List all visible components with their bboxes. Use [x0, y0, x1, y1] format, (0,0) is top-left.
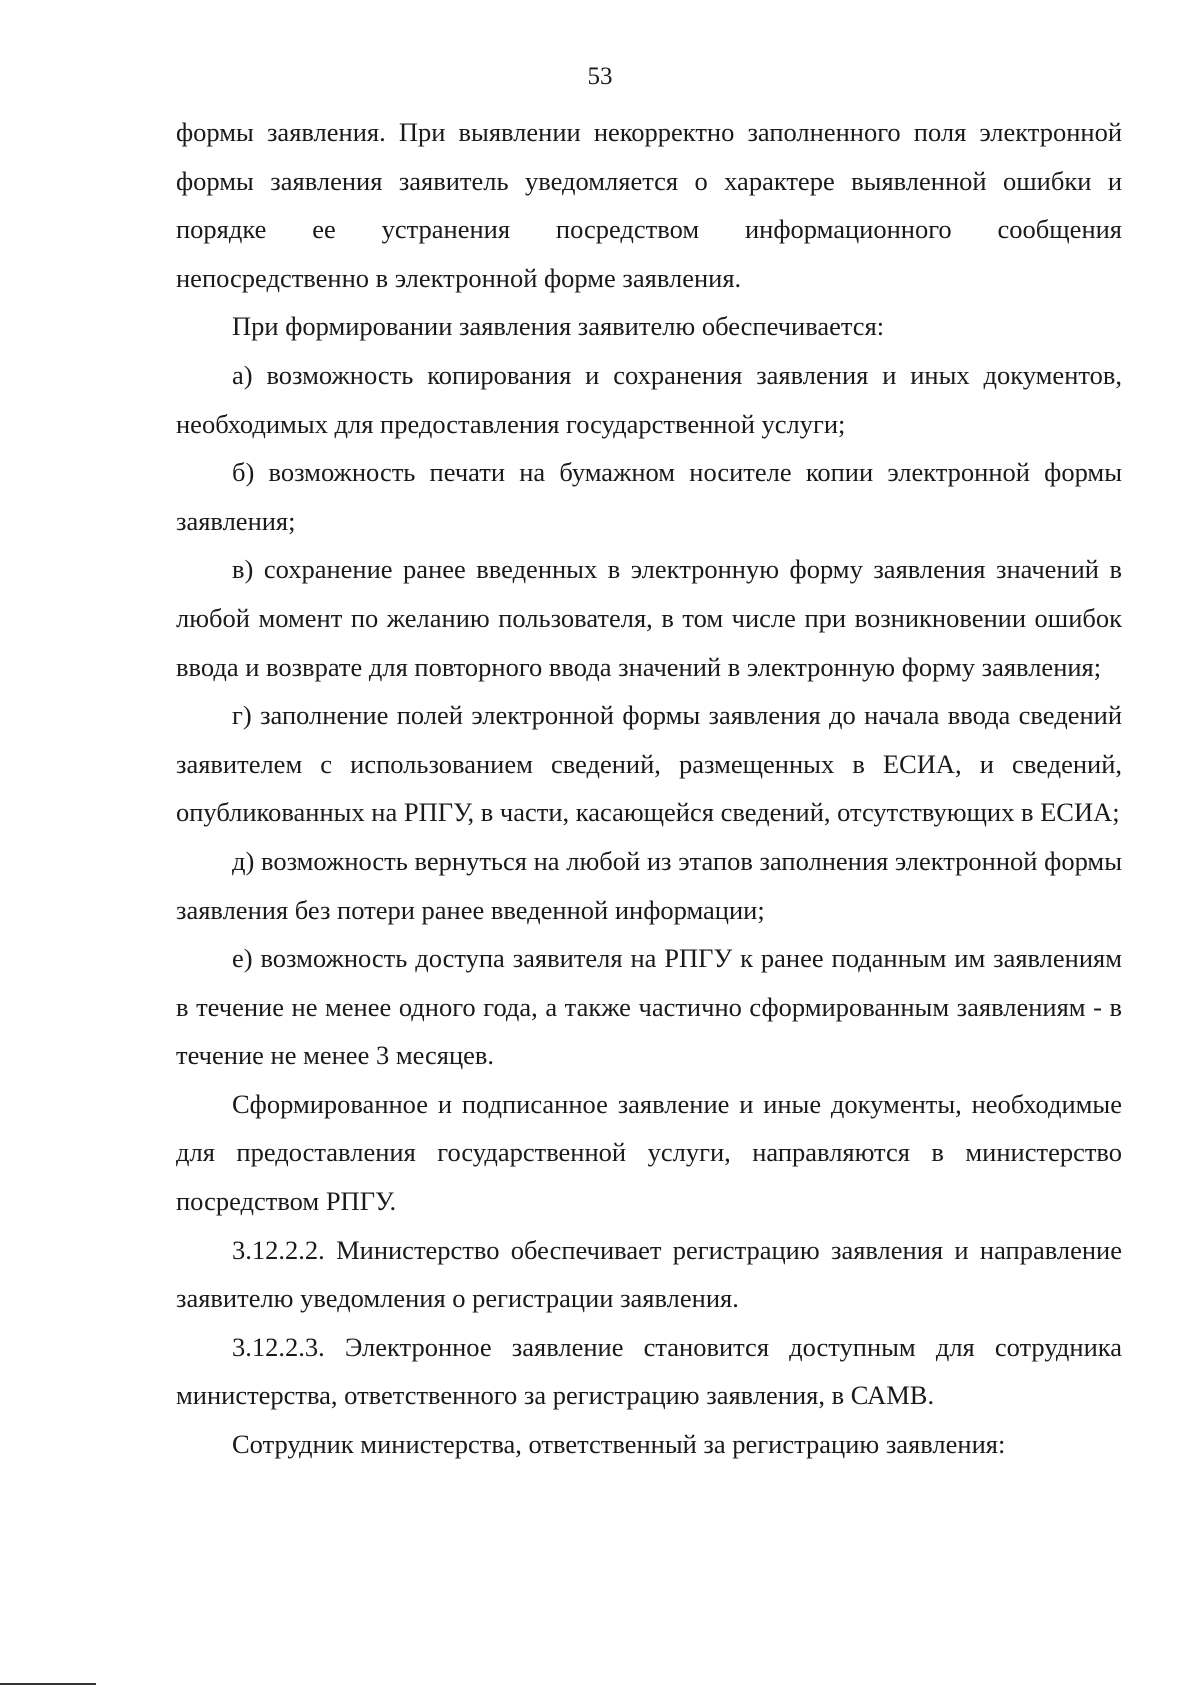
paragraph-provision-intro: При формировании заявления заявителю обеспечивается:	[232, 311, 885, 342]
list-item-a: а) возможность копирования и сохранения заявления и иных документов, необходимых для предоставления государственной услуги;	[176, 359, 1122, 439]
list-item-e: е) возможность доступа заявителя на РПГУ к ранее поданным им заявлениям в течение не менее одного года, а также частично сформированным заявлениям - в течение не менее 3 месяцев.	[176, 943, 1122, 1071]
footer-rule	[0, 1683, 96, 1685]
list-item-b: б) возможность печати на бумажном носителе копии электронной формы заявления;	[176, 457, 1122, 536]
clause-3-12-2-2: 3.12.2.2. Министерство обеспечивает регистрацию заявления и направление заявителю уведомления о регистрации заявления.	[176, 1234, 1122, 1314]
document-body	[176, 108, 1122, 1469]
list-item-d: д) возможность вернуться на любой из этапов заполнения электронной формы заявления без потери ранее введенной информации;	[176, 845, 1122, 925]
clause-3-12-2-3: 3.12.2.3. Электронное заявление становится доступным для сотрудника министерства, ответственного за регистрацию заявления, в САМВ.	[176, 1331, 1122, 1411]
paragraph-form-validation: формы заявления. При выявлении некорректно заполненного поля электронной формы заявления заявитель уведомляется о характере выявленной ошибки и порядке ее устранения посредством информационного сообщения непосредственно в электронной форме заявления.	[176, 117, 1122, 293]
paragraph-employee-duties: Сотрудник министерства, ответственный за регистрацию заявления:	[232, 1429, 1006, 1460]
paragraph-submission: Сформированное и подписанное заявление и иные документы, необходимые для предоставления государственной услуги, направляются в министерство посредством РПГУ.	[176, 1088, 1122, 1217]
list-item-g: г) заполнение полей электронной формы заявления до начала ввода сведений заявителем с использованием сведений, размещенных в ЕСИА, и сведений, опубликованных на РПГУ, в части, касающейся сведений, отсутствующих в ЕСИА;	[176, 700, 1122, 828]
page-number: 53	[587, 63, 613, 90]
list-item-v: в) сохранение ранее введенных в электронную форму заявления значений в любой момент по желанию пользователя, в том числе при возникновении ошибок ввода и возврате для повторного ввода значений в электронную форму заявления;	[176, 554, 1122, 682]
